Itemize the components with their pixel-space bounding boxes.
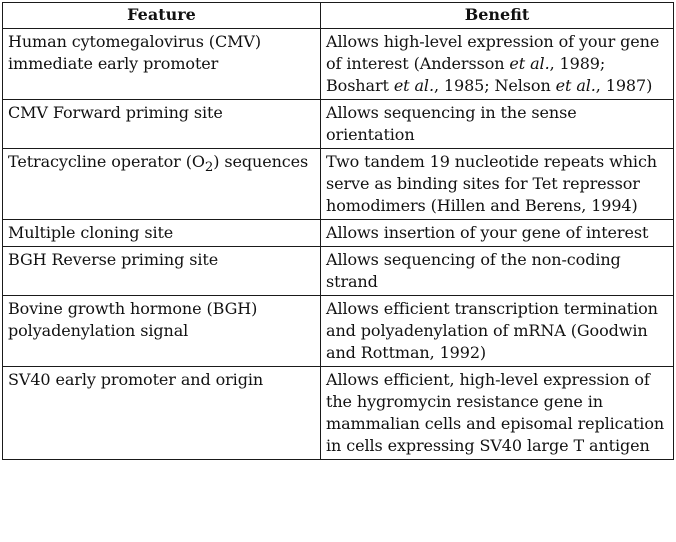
feature-cell: CMV Forward priming site	[3, 100, 321, 149]
benefit-cell: Allows insertion of your gene of interest	[321, 220, 674, 247]
feature-cell: Human cytomegalovirus (CMV) immediate early promoter	[3, 29, 321, 100]
feature-cell: BGH Reverse priming site	[3, 247, 321, 296]
feature-text: Tetracycline operator (O	[8, 152, 205, 171]
benefit-text: , 1987)	[595, 76, 653, 95]
subscript-2: 2	[204, 160, 214, 176]
table-row	[3, 296, 674, 367]
feature-cell: Bovine growth hormone (BGH) polyadenylation signal	[3, 296, 321, 367]
citation-et-al: et al.	[555, 76, 596, 95]
table-row	[3, 149, 674, 220]
benefit-column-header: Benefit	[321, 3, 674, 29]
benefit-cell: Allows efficient transcription termination and polyadenylation of mRNA (Goodwin and Rottman, 1992)	[321, 296, 674, 367]
benefit-text: , 1985; Nelson	[433, 76, 556, 95]
feature-column-header: Feature	[3, 3, 321, 29]
benefit-cell: Allows sequencing of the non-coding strand	[321, 247, 674, 296]
benefit-cell: Allows sequencing in the sense orientation	[321, 100, 674, 149]
benefit-cell: Two tandem 19 nucleotide repeats which serve as binding sites for Tet repressor homodimers (Hillen and Berens, 1994)	[321, 149, 674, 220]
feature-benefit-table	[2, 2, 674, 460]
citation-et-al: et al.	[393, 76, 434, 95]
table-header-row	[3, 3, 674, 29]
benefit-cell	[321, 29, 674, 100]
table-row	[3, 220, 674, 247]
feature-cell: Multiple cloning site	[3, 220, 321, 247]
table-row	[3, 29, 674, 100]
feature-cell: SV40 early promoter and origin	[3, 367, 321, 460]
benefit-text: Allows high-level expression of your gene of interest (Andersson	[326, 32, 660, 73]
benefit-text: , 1989; Boshart	[326, 54, 606, 95]
table-row	[3, 367, 674, 460]
citation-et-al: et al.	[509, 54, 550, 73]
feature-cell	[3, 149, 321, 220]
feature-text: ) sequences	[213, 152, 309, 171]
table-row	[3, 247, 674, 296]
benefit-cell: Allows efficient, high-level expression of the hygromycin resistance gene in mammalian cells and episomal replication in cells expressing SV40 large T antigen	[321, 367, 674, 460]
table-row	[3, 100, 674, 149]
